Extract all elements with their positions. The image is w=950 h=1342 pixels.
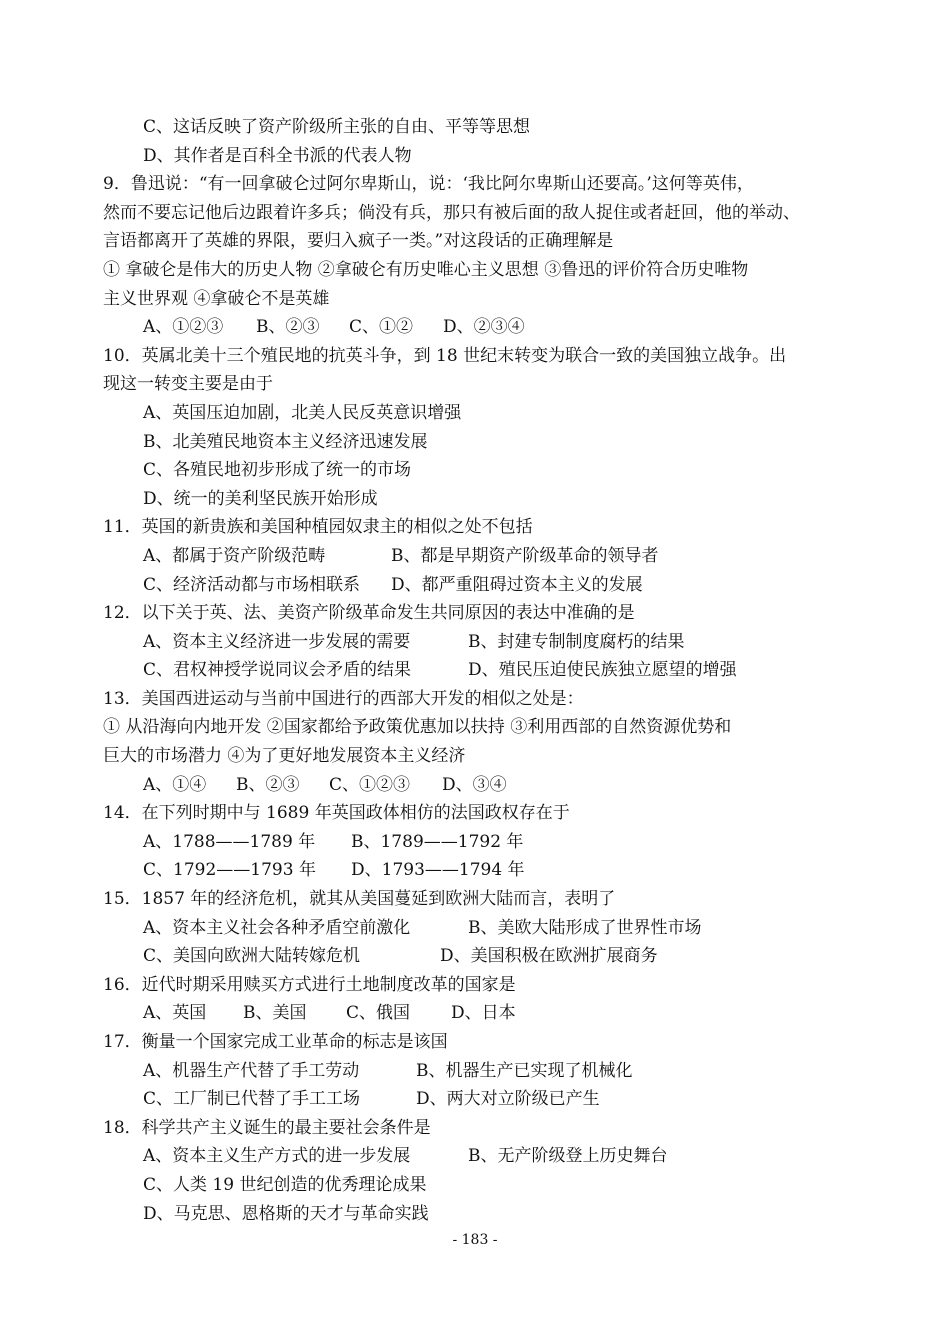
options-line — [103, 542, 863, 571]
options-line — [103, 999, 863, 1028]
options-line — [103, 771, 863, 800]
text-line: C、各殖民地初步形成了统一的市场 — [143, 460, 412, 481]
text-line: ① 从沿海向内地开发 ②国家都给予政策优惠加以扶持 ③利用西部的自然资源优势和 — [103, 717, 732, 738]
answer-option: A、①②③ — [143, 317, 224, 338]
answer-option: D、③④ — [442, 774, 507, 795]
text-line: 巨大的市场潜力 ④为了更好地发展资本主义经济 — [103, 746, 466, 767]
text-line: 然而不要忘记他后边跟着许多兵；倘没有兵，那只有被后面的敌人捉住或者赶回，他的举动、 — [103, 202, 800, 223]
answer-option: C、①②③ — [329, 774, 411, 795]
answer-option: A、资本主义社会各种矛盾空前激化 — [143, 917, 411, 938]
answer-option: A、①④ — [143, 774, 207, 795]
text-line: A、英国压迫加剧，北美人民反英意识增强 — [143, 402, 462, 423]
document-body — [103, 113, 863, 1228]
answer-option: B、封建专制制度腐朽的结果 — [468, 631, 685, 652]
options-line — [103, 628, 863, 657]
answer-option: D、美国积极在欧洲扩展商务 — [440, 946, 658, 967]
options-line — [103, 571, 863, 600]
options-line — [103, 856, 863, 885]
answer-option: C、工厂制已代替了手工工场 — [143, 1089, 361, 1110]
answer-option: A、机器生产代替了手工劳动 — [143, 1060, 360, 1081]
options-line — [103, 828, 863, 857]
answer-option: A、资本主义经济进一步发展的需要 — [143, 631, 411, 652]
text-line: 13．美国西进运动与当前中国进行的西部大开发的相似之处是： — [103, 688, 584, 709]
page-number: - 183 - — [452, 1232, 498, 1248]
answer-option: C、俄国 — [346, 1003, 411, 1024]
options-line — [103, 656, 863, 685]
options-line — [103, 1142, 863, 1171]
answer-option: B、②③ — [256, 317, 320, 338]
answer-option: A、都属于资产阶级范畴 — [143, 545, 326, 566]
answer-option: B、美国 — [243, 1003, 307, 1024]
answer-option: A、1788——1789 年 — [143, 831, 316, 852]
answer-option: B、都是早期资产阶级革命的领导者 — [391, 545, 659, 566]
answer-option: A、资本主义生产方式的进一步发展 — [143, 1146, 411, 1167]
text-line: C、人类 19 世纪创造的优秀理论成果 — [143, 1174, 427, 1195]
text-line: 11．英国的新贵族和美国种植园奴隶主的相似之处不包括 — [103, 517, 533, 538]
answer-option: B、美欧大陆形成了世界性市场 — [468, 917, 702, 938]
answer-option: B、无产阶级登上历史舞台 — [468, 1146, 668, 1167]
answer-option: C、美国向欧洲大陆转嫁危机 — [143, 946, 361, 967]
answer-option: D、两大对立阶级已产生 — [416, 1089, 600, 1110]
answer-option: D、日本 — [451, 1003, 516, 1024]
text-line: 10．英属北美十三个殖民地的抗英斗争，到 18 世纪末转变为联合一致的美国独立战争。出 — [103, 345, 787, 366]
answer-option: D、殖民压迫使民族独立愿望的增强 — [468, 660, 737, 681]
options-line — [103, 914, 863, 943]
text-line: 12．以下关于英、法、美资产阶级革命发生共同原因的表达中准确的是 — [103, 603, 635, 624]
text-line: 17．衡量一个国家完成工业革命的标志是该国 — [103, 1032, 448, 1052]
answer-option: C、①② — [349, 317, 414, 338]
answer-option: D、都严重阻碍过资本主义的发展 — [391, 574, 643, 595]
answer-option: A、英国 — [143, 1003, 207, 1024]
answer-option: B、机器生产已实现了机械化 — [416, 1060, 633, 1081]
answer-option: D、1793——1794 年 — [351, 860, 525, 881]
options-line — [103, 1085, 863, 1114]
answer-option: C、经济活动都与市场相联系 — [143, 574, 361, 595]
answer-option: B、②③ — [236, 774, 300, 795]
text-line: D、马克思、恩格斯的天才与革命实践 — [143, 1203, 429, 1224]
answer-option: B、1789——1792 年 — [351, 831, 524, 852]
text-line: 14．在下列时期中与 1689 年英国政体相仿的法国政权存在于 — [103, 803, 570, 824]
answer-option: C、1792——1793 年 — [143, 860, 316, 881]
text-line: D、其作者是百科全书派的代表人物 — [143, 145, 412, 166]
options-line — [103, 313, 863, 342]
text-line: 现这一转变主要是由于 — [103, 374, 273, 395]
text-line: 主义世界观 ④拿破仑不是英雄 — [103, 288, 330, 309]
text-line: 15．1857 年的经济危机，就其从美国蔓延到欧洲大陆而言，表明了 — [103, 889, 616, 910]
text-line: 16．近代时期采用赎买方式进行土地制度改革的国家是 — [103, 974, 516, 995]
text-line: D、统一的美利坚民族开始形成 — [143, 488, 378, 509]
text-line: 9．鲁迅说：“有一回拿破仑过阿尔卑斯山，说：‘我比阿尔卑斯山还要高。’这何等英伟， — [103, 174, 754, 195]
text-line: C、这话反映了资产阶级所主张的自由、平等等思想 — [143, 117, 531, 137]
answer-option: C、君权神授学说同议会矛盾的结果 — [143, 660, 412, 681]
options-line — [103, 1057, 863, 1086]
answer-option: D、②③④ — [443, 317, 525, 338]
text-line: B、北美殖民地资本主义经济迅速发展 — [143, 431, 428, 452]
text-line: 言语都离开了英雄的界限，要归入疯子一类。”对这段话的正确理解是 — [103, 231, 614, 252]
text-line: ① 拿破仑是伟大的历史人物 ②拿破仑有历史唯心主义思想 ③鲁迅的评价符合历史唯物 — [103, 259, 749, 280]
options-line — [103, 942, 863, 971]
text-line: 18．科学共产主义诞生的最主要社会条件是 — [103, 1117, 431, 1138]
